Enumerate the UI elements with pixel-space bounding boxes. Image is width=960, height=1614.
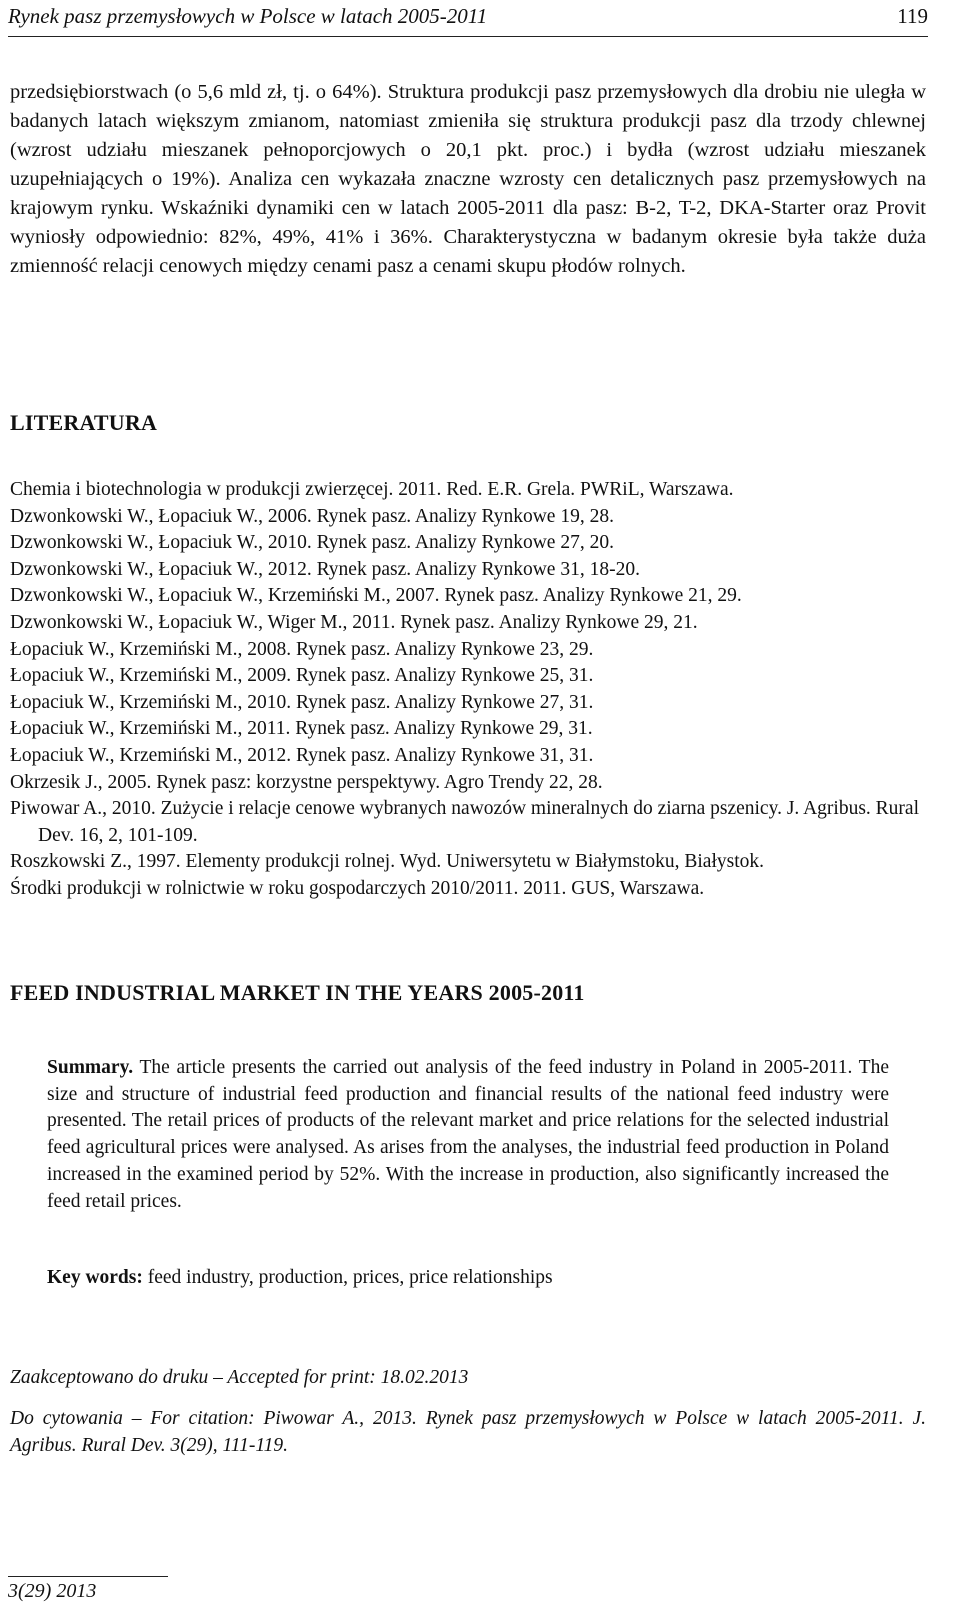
keywords-label: Key words: <box>47 1267 143 1288</box>
reference-item: Dzwonkowski W., Łopaciuk W., 2006. Rynek pasz. Analizy Rynkowe 19, 28. <box>10 505 614 527</box>
english-title: FEED INDUSTRIAL MARKET IN THE YEARS 2005-2011 <box>10 980 585 1005</box>
literature-heading: LITERATURA <box>10 410 158 435</box>
reference-item: Środki produkcji w rolnictwie w roku gospodarczych 2010/2011. 2011. GUS, Warszawa. <box>10 877 705 899</box>
summary-label: Summary. <box>47 1057 134 1078</box>
reference-item: Łopaciuk W., Krzemiński M., 2008. Rynek pasz. Analizy Rynkowe 23, 29. <box>10 638 594 660</box>
citation-note: Do cytowania – For citation: Piwowar A., 2013. Rynek pasz przemysłowych w Polsce w latach 2005-2011. J. Agribus. Rural Dev. 3(29), 111-119. <box>10 1408 926 1456</box>
page-number: 119 <box>897 4 928 28</box>
running-header-title: Rynek pasz przemysłowych w Polsce w latach 2005-2011 <box>8 4 488 28</box>
running-header <box>8 4 928 37</box>
reference-item: Chemia i biotechnologia w produkcji zwierzęcej. 2011. Red. E.R. Grela. PWRiL, Warszawa. <box>10 479 734 500</box>
summary-paragraph <box>47 1055 889 1215</box>
reference-item: Okrzesik J., 2005. Rynek pasz: korzystne perspektywy. Agro Trendy 22, 28. <box>10 771 603 793</box>
summary-text: The article presents the carried out analysis of the feed industry in Poland in 2005-2011. The size and structure of industrial feed production and financial results of the national feed industry were presented. The retail prices of products of the relevant market and price relations for the selected industrial feed agricultural prices were analysed. As arises from the analyses, the industrial feed production in Poland increased in the examined period by 52%. With the increase in production, also significantly increased the feed retail prices. <box>47 1057 889 1212</box>
reference-item: Łopaciuk W., Krzemiński M., 2010. Rynek pasz. Analizy Rynkowe 27, 31. <box>10 691 594 713</box>
running-footer: 3(29) 2013 <box>8 1580 97 1602</box>
keywords-paragraph <box>47 1265 889 1292</box>
reference-item: Piwowar A., 2010. Zużycie i relacje cenowe wybranych nawozów mineralnych do ziarna pszenicy. J. Agribus. Rural Dev. 16, 2, 101-109. <box>10 798 919 846</box>
footer-rule <box>8 1576 168 1577</box>
keywords-text: feed industry, production, prices, price relationships <box>142 1267 553 1288</box>
reference-item: Łopaciuk W., Krzemiński M., 2011. Rynek pasz. Analizy Rynkowe 29, 31. <box>10 718 593 740</box>
reference-list <box>10 477 926 903</box>
body-paragraph: przedsiębiorstwach (o 5,6 mld zł, tj. o 64%). Struktura produkcji pasz przemysłowych dla drobiu nie uległa w badanych latach większym zmianom, natomiast zmieniła się struktura produkcji pasz dla trzody chlewnej (wzrost udziału mieszanek pełnoporcjowych o 20,1 pkt. proc.) i bydła (wzrost udziału mieszanek uzupełniających o 19%). Analiza cen wykazała znaczne wzrosty cen detalicznych pasz przemysłowych na krajowym rynku. Wskaźniki dynamiki cen w latach 2005-2011 dla pasz: B-2, T-2, DKA-Starter oraz Provit wyniosły odpowiednio: 82%, 49%, 41% i 36%. Charakterystyczna w badanym okresie była także duża zmienność relacji cenowych między cenami pasz a cenami skupu płodów rolnych. <box>10 81 926 277</box>
reference-item: Roszkowski Z., 1997. Elementy produkcji rolnej. Wyd. Uniwersytetu w Białymstoku, Białystok. <box>10 851 765 873</box>
reference-item: Dzwonkowski W., Łopaciuk W., 2012. Rynek pasz. Analizy Rynkowe 31, 18-20. <box>10 558 640 580</box>
reference-item: Łopaciuk W., Krzemiński M., 2012. Rynek pasz. Analizy Rynkowe 31, 31. <box>10 744 594 766</box>
accepted-note: Zaakceptowano do druku – Accepted for print: 18.02.2013 <box>10 1367 469 1388</box>
reference-item: Łopaciuk W., Krzemiński M., 2009. Rynek pasz. Analizy Rynkowe 25, 31. <box>10 665 594 687</box>
reference-item: Dzwonkowski W., Łopaciuk W., Wiger M., 2011. Rynek pasz. Analizy Rynkowe 29, 21. <box>10 611 698 633</box>
reference-item: Dzwonkowski W., Łopaciuk W., 2010. Rynek pasz. Analizy Rynkowe 27, 20. <box>10 532 614 554</box>
reference-item: Dzwonkowski W., Łopaciuk W., Krzemiński M., 2007. Rynek pasz. Analizy Rynkowe 21, 29. <box>10 585 742 607</box>
